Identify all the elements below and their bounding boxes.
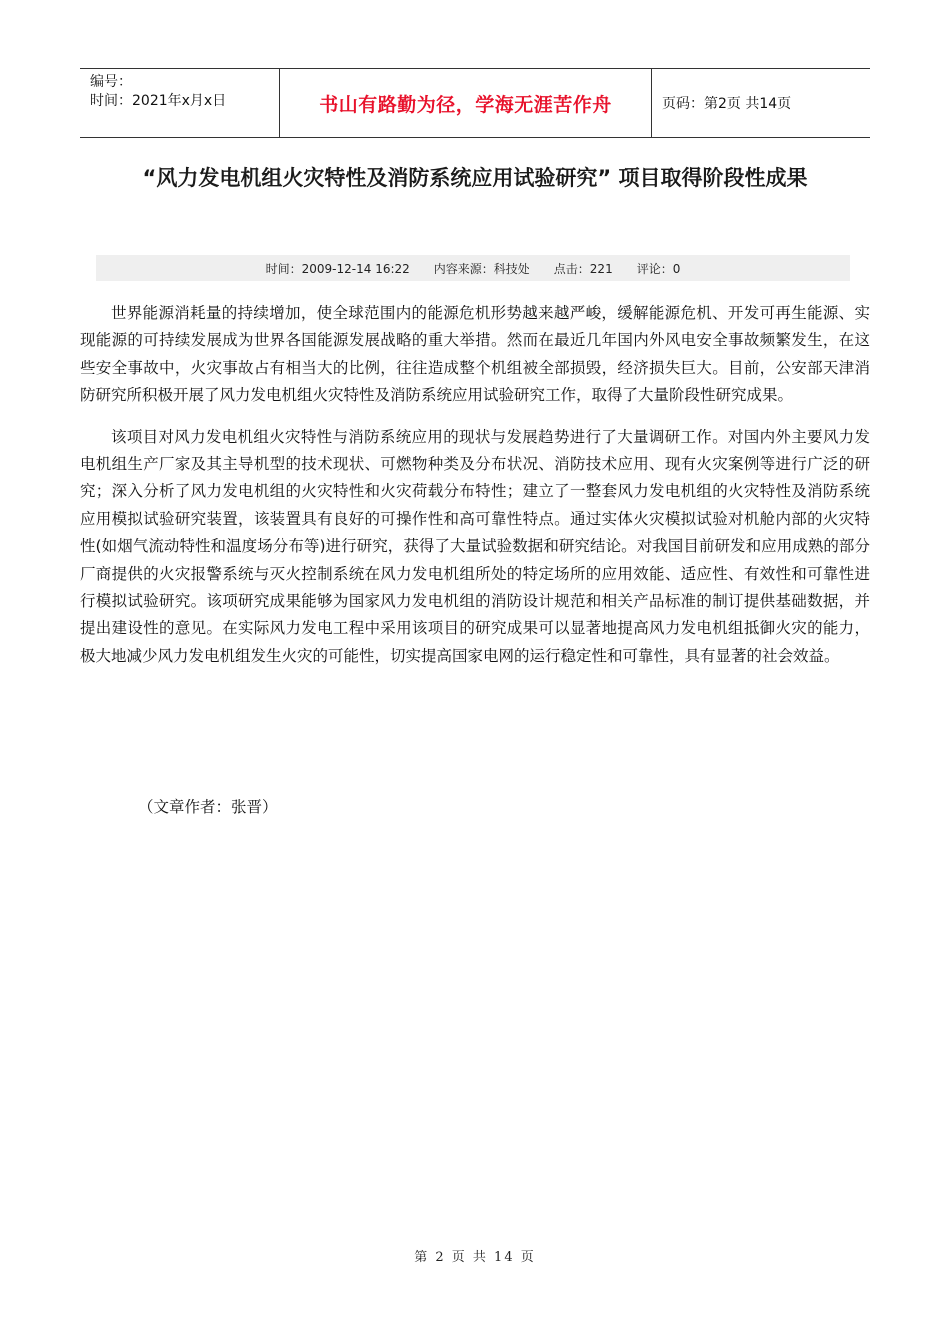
meta-time: 时间：2009-12-14 16:22 bbox=[265, 261, 410, 276]
article-meta-bar bbox=[96, 255, 850, 281]
page-info-text: 页码：第2页 共14页 bbox=[662, 96, 792, 112]
header-table bbox=[80, 68, 870, 138]
paragraph-2: 该项目对风力发电机组火灾特性与消防系统应用的现状与发展趋势进行了大量调研工作。对国内外主要风力发电机组生产厂家及其主导机型的技术现状、可燃物种类及分布状况、消防技术应用、现有火灾案例等进行广泛的研究；深入分析了风力发电机组的火灾特性和火灾荷载分布特性；建立了一整套风力发电机组的火灾特性及消防系统应用模拟试验研究装置，该装置具有良好的可操作性和高可靠性特点。通过实体火灾模拟试验对机舱内部的火灾特性(如烟气流动特性和温度场分布等)进行研究，获得了大量试验数据和研究结论。对我国目前研发和应用成熟的部分厂商提供的火灾报警系统与灭火控制系统在风力发电机组所处的特定场所的应用效能、适应性、有效性和可靠性进行模拟试验研究。该项研究成果能够为国家风力发电机组的消防设计规范和相关产品标准的制订提供基础数据，并提出建设性的意见。在实际风力发电工程中采用该项目的研究成果可以显著地提高风力发电机组抵御火灾的能力，极大地减少风力发电机组发生火灾的可能性，切实提高国家电网的运行稳定性和可靠性，具有显著的社会效益。 bbox=[80, 427, 870, 665]
paragraph-1: 世界能源消耗量的持续增加，使全球范围内的能源危机形势越来越严峻，缓解能源危机、开发可再生能源、实现能源的可持续发展成为世界各国能源发展战略的重大举措。然而在最近几年国内外风电安全事故频繁发生，在这些安全事故中，火灾事故占有相当大的比例，往往造成整个机组被全部损毁，经济损失巨大。目前，公安部天津消防研究所积极开展了风力发电机组火灾特性及消防系统应用试验研究工作，取得了大量阶段性研究成果。 bbox=[80, 304, 870, 405]
meta-clicks: 点击：221 bbox=[553, 261, 613, 276]
article-title: “风力发电机组火灾特性及消防系统应用试验研究” 项目取得阶段性成果 bbox=[142, 166, 808, 190]
page-info-cell bbox=[652, 69, 870, 137]
motto-cell bbox=[280, 69, 652, 137]
meta-source: 内容来源：科技处 bbox=[433, 261, 530, 276]
page-footer: 第 2 页 共 14 页 bbox=[414, 1250, 536, 1265]
time-label: 时间：2021年x月x日 bbox=[90, 93, 227, 109]
meta-comments: 评论：0 bbox=[636, 261, 681, 276]
article-author: （文章作者：张晋） bbox=[138, 798, 278, 816]
header-info-cell bbox=[80, 69, 280, 137]
motto-text: 书山有路勤为径，学海无涯苦作舟 bbox=[319, 93, 612, 116]
number-label: 编号： bbox=[90, 74, 132, 90]
article-body bbox=[80, 300, 870, 684]
